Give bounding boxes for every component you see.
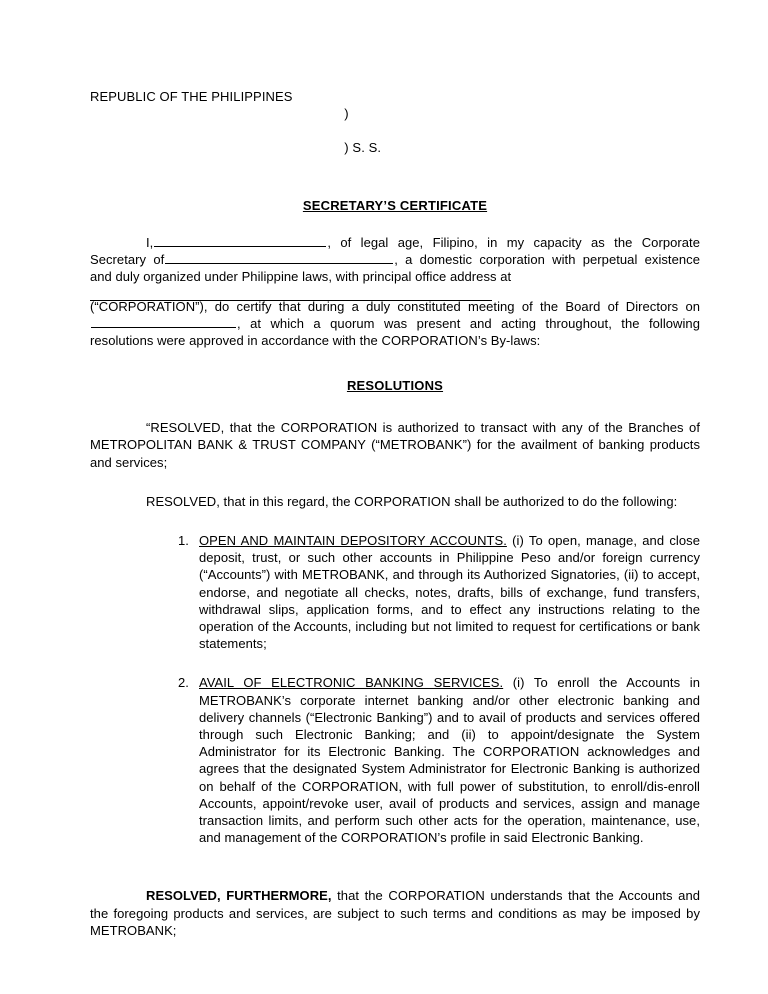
blank-secretary-name[interactable]: [154, 234, 326, 247]
brace-line-2: ) S. S.: [344, 140, 382, 155]
preamble-part-1: I,: [146, 235, 154, 250]
resolved-furthermore-text: that the CORPORATION understands that the Accounts and the foregoing products and services, are subject to such terms and conditions as may be imposed by METROBANK;: [90, 888, 700, 938]
preamble-paragraph: [90, 234, 700, 286]
preamble-part-2: , of legal age, Filipino, in my capacity as the Corporate Secretary of: [90, 235, 700, 268]
jurisdiction-label: REPUBLIC OF THE PHILIPPINES: [90, 89, 293, 104]
jurisdiction-header: [90, 88, 700, 173]
blank-meeting-date[interactable]: [91, 315, 236, 328]
address-blank-line: [90, 286, 700, 298]
brace-line-1: ): [344, 106, 349, 121]
resolution-item-number: 1.: [178, 533, 189, 549]
resolved-second-paragraph: RESOLVED, that in this regard, the CORPORATION shall be authorized to do the following:: [146, 493, 678, 509]
resolutions-list: [90, 532, 700, 846]
resolution-item-text: (i) To open, manage, and close deposit, trust, or such other accounts in Philippine Peso and/or foreign currency (“Accounts”) with METROBANK, and through its Authorized Signatories, (ii) to accept, endorse, and negotiate all checks, notes, drafts, bills of exchange, fund transfers, withdrawal slips, application forms, and to effect any instructions relating to the operation of the Accounts, including but not limited to request for certifications or bank statements;: [199, 533, 700, 652]
resolution-item-text: (i) To enroll the Accounts in METROBANK’s corporate internet banking and/or other electronic banking and delivery channels (“Electronic Banking”) and to avail of products and services offered through such Electronic Banking; and (ii) to appoint/designate the System Administrator for its Electronic Banking. The CORPORATION acknowledges and agrees that the designated System Administrator for Electronic Banking is authorized on behalf of the CORPORATION, with full power of substitution, to enroll/dis-enroll Accounts, appoint/revoke user, avail of products and services, assign and manage transaction limits, and perform such other acts for the operation, maintenance, use, and management of the CORPORATION’s profile in said Electronic Banking.: [199, 675, 701, 846]
resolved-furthermore-lead: RESOLVED, FURTHERMORE,: [146, 888, 332, 904]
document-title: SECRETARY’S CERTIFICATE: [302, 198, 488, 213]
resolution-item: [90, 674, 700, 846]
resolution-item: [90, 532, 700, 652]
document-content: [90, 88, 700, 939]
blank-corporation-name[interactable]: [165, 251, 393, 264]
preamble-part-4: (“CORPORATION”), do certify that during a duly constituted meeting of the Board of Directors on: [90, 298, 700, 314]
resolved-furthermore-paragraph: [90, 887, 700, 939]
resolutions-heading: RESOLUTIONS: [346, 378, 444, 394]
preamble-continued: [90, 298, 700, 350]
jurisdiction-brace: [315, 88, 382, 173]
resolution-item-heading: OPEN AND MAINTAIN DEPOSITORY ACCOUNTS.: [199, 533, 507, 549]
resolution-item-number: 2.: [178, 675, 189, 691]
resolved-first-paragraph: “RESOLVED, that the CORPORATION is authorized to transact with any of the Branches of METROPOLITAN BANK & TRUST COMPANY (“METROBANK”) for the availment of banking products and services;: [90, 420, 700, 470]
resolution-item-heading: AVAIL OF ELECTRONIC BANKING SERVICES.: [199, 675, 504, 691]
preamble-part-5: , at which a quorum was present and acting throughout, the following resolutions were approved in accordance with the CORPORATION’s By-laws:: [90, 315, 700, 349]
preamble-part-3: , a domestic corporation with perpetual existence and duly organized under Philippine laws, with principal office address at: [90, 252, 700, 285]
